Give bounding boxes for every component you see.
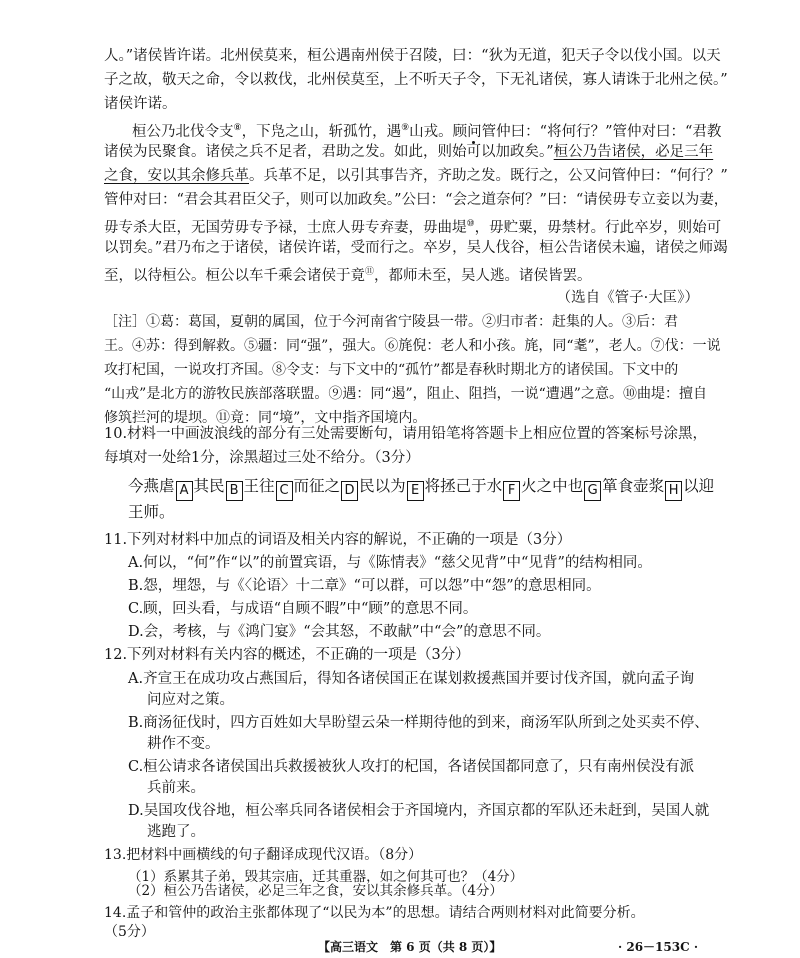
text-run: ，毋贮粟，毋禁材。行此卒岁，则始可 (474, 219, 722, 236)
page-number: 【高三语文 第 6 页（共 8 页）】 (318, 940, 502, 954)
note-line: ［注］①葛：葛国，夏朝的属国，位于今河南省宁陵县一带。②归市者：赶集的人。③后：君 (104, 314, 678, 330)
q10-sentence (128, 476, 714, 501)
q11-option-a[interactable]: A.何以，“何”作“以”的前置宾语，与《陈情表》“慈父见背”中“见背”的结构相同。 (128, 555, 652, 571)
q12-option-c-cont: 兵前来。 (147, 780, 205, 796)
text-run: ，下凫之山，斩孤竹，遇 (241, 123, 402, 140)
note-line: 王。④苏：得到解救。⑤疆：同“强”，强大。⑥旄倪：老人和小孩。旄，同“耄”，老人。⑦伐：一说 (104, 338, 721, 354)
answer-box-h[interactable]: H (665, 481, 682, 501)
q12-option-d-cont: 逃跑了。 (147, 824, 205, 840)
q12-option-d[interactable]: D.吴国攻伐谷地，桓公率兵同各诸侯相会于齐国境内，齐国京都的军队还未赶到，吴国人就 (128, 803, 710, 819)
text-run: 而征之 (293, 477, 341, 495)
answer-box-g[interactable]: G (584, 481, 601, 501)
passage-line: 人。”诸侯皆许诺。北州侯莫来，桓公遇南州侯于召陵，曰：“狄为无道，犯天子令以伐小国。以天 (104, 48, 721, 64)
answer-box-a[interactable]: A (176, 481, 193, 501)
passage-line: 诸侯许诺。 (104, 96, 177, 112)
passage-line: 管仲对曰：“君会其君臣父子，则可以加政矣。”公曰：“会之道奈何？”曰：“请侯毋专立妾以为妻， (104, 192, 729, 208)
note-line: “山戎”是北方的游牧民族部落联盟。⑨遇：同“遏”，阻止、阻挡，一说“遭遇”之意。⑩曲堤：擅自 (104, 386, 707, 402)
text-run: 桓公乃北伐令支 (132, 123, 234, 140)
q11-option-d[interactable]: D.会，考核，与《鸿门宴》“会其怒，不敢献”中“会”的意思不同。 (128, 624, 551, 640)
q13-item-1: （1）系累其子弟，毁其宗庙，迁其重器，如之何其可也？（4分） (128, 869, 524, 885)
answer-box-d[interactable]: D (341, 481, 358, 501)
text-run: 火之中也 (521, 477, 584, 495)
q14-stem: （5分） (104, 924, 155, 940)
q12-stem: 12.下列对材料有关内容的概述，不正确的一项是（3分） (104, 647, 470, 663)
q13-stem: 13.把材料中画横线的句子翻译成现代汉语。（8分） (104, 847, 423, 863)
q12-option-a[interactable]: A.齐宣王在成功攻占燕国后，得知各诸侯国正在谋划救援燕国并要讨伐齐国，就向孟子询 (128, 671, 695, 687)
text-run: 将拯己于水 (424, 477, 503, 495)
text-run: 箪食壶浆 (602, 477, 665, 495)
answer-box-c[interactable]: C (276, 481, 293, 501)
underlined-sentence: 桓公乃告诸侯，必足三年 (553, 144, 714, 160)
answer-box-e[interactable]: E (407, 481, 424, 501)
note-marker: ⑨ (401, 123, 410, 133)
text-run: 王往 (243, 477, 275, 495)
q11-stem: 11.下列对材料中加点的词语及相关内容的解说，不正确的一项是（3分） (104, 532, 572, 548)
text-run: 其民 (193, 477, 225, 495)
q13-item-2: （2）桓公乃告诸侯，必足三年之食，安以其余修兵革。（4分） (128, 883, 503, 899)
text-run: 以迎 (683, 477, 715, 495)
note-line: 攻打杞国，一说攻打齐国。⑧令支：与下文中的“孤竹”都是春秋时期北方的诸侯国。下文中的 (104, 362, 679, 378)
q10-sentence-cont: 王师。 (128, 503, 175, 521)
text-run: 山戎。顾问管仲曰：“将何行？”管仲对曰：“君教 (409, 123, 722, 140)
text-run: 毋专杀大臣，无国劳毋专予禄，士庶人毋专弃妻，毋曲堤 (104, 219, 467, 236)
q10-stem: 每填对一处给1分，涂黑超过三处不给分。（3分） (104, 450, 420, 466)
note-marker: ⑪ (365, 267, 375, 277)
q12-option-c[interactable]: C.桓公请求各诸侯国出兵救援被狄人攻打的杞国，各诸侯国都同意了，只有南州侯没有派 (128, 759, 695, 775)
text-run: 。兵革不足，以引其事告齐，齐助之发。既行之，公又问管仲曰：“何行？” (249, 168, 728, 184)
answer-box-b[interactable]: B (226, 481, 243, 501)
passage-line: 以罚矣。”君乃布之于诸侯，诸侯许诺，受而行之。卒岁，吴人伐谷，桓公告诸侯未遍，诸侯之师竭 (104, 240, 728, 256)
q11-option-b[interactable]: B.怨，埋怨，与《〈论语〉十二章》“可以群，可以怨”中“怨”的意思相同。 (128, 578, 601, 594)
q12-option-b-cont: 耕作不变。 (147, 736, 220, 752)
q11-option-c[interactable]: C.顾，回头看，与成语“自顾不暇”中“顾”的意思不同。 (128, 601, 478, 617)
text-run: 诸侯为民聚食。诸侯之兵不足者，君助之发。如此，则始 (104, 144, 467, 160)
dotted-word: 可 (466, 144, 481, 160)
underlined-sentence: 之食，安以其余修兵革 (104, 168, 249, 184)
note-line: 修筑拦河的堤坝。⑪竟：同“境”，文中指齐国境内。 (104, 410, 427, 426)
q12-option-a-cont: 问应对之策。 (147, 692, 234, 708)
q12-option-b[interactable]: B.商汤征伐时，四方百姓如大旱盼望云朵一样期待他的到来，商汤军队所到之处买卖不停、 (128, 715, 709, 731)
note-marker: ⑧ (233, 123, 242, 133)
passage-line (132, 118, 721, 142)
passage-line (104, 166, 728, 186)
passage-line: 子之故，敬天之命，令以救伐，北州侯莫至，上不听天子令，下无礼诸侯，寡人请诛于北州之侯。” (104, 72, 728, 88)
text-run: 今燕虐 (128, 477, 175, 495)
text-run: ，都师未至，吴人逃。诸侯皆罢。 (374, 267, 592, 284)
q14-stem: 14.孟子和管仲的政治主张都体现了“以民为本”的思想。请结合两则材料对此简要分析。 (104, 905, 645, 921)
passage-line (104, 262, 592, 286)
text-run: 民以为 (359, 477, 406, 495)
passage-line (104, 214, 721, 238)
text-run: 以加政矣。” (481, 144, 554, 160)
text-run: 至，以待桓公。桓公以车千乘会诸侯于竟 (104, 267, 365, 284)
passage-line (104, 142, 713, 162)
q10-stem: 10.材料一中画波浪线的部分有三处需要断句，请用铅笔将答题卡上相应位置的答案标号涂黑， (104, 426, 708, 442)
passage-source: （选自《管子·大匡》） (556, 290, 699, 306)
exam-code: · 26－153C · (617, 940, 698, 954)
answer-box-f[interactable]: F (503, 481, 520, 501)
note-marker: ⑩ (466, 219, 475, 229)
